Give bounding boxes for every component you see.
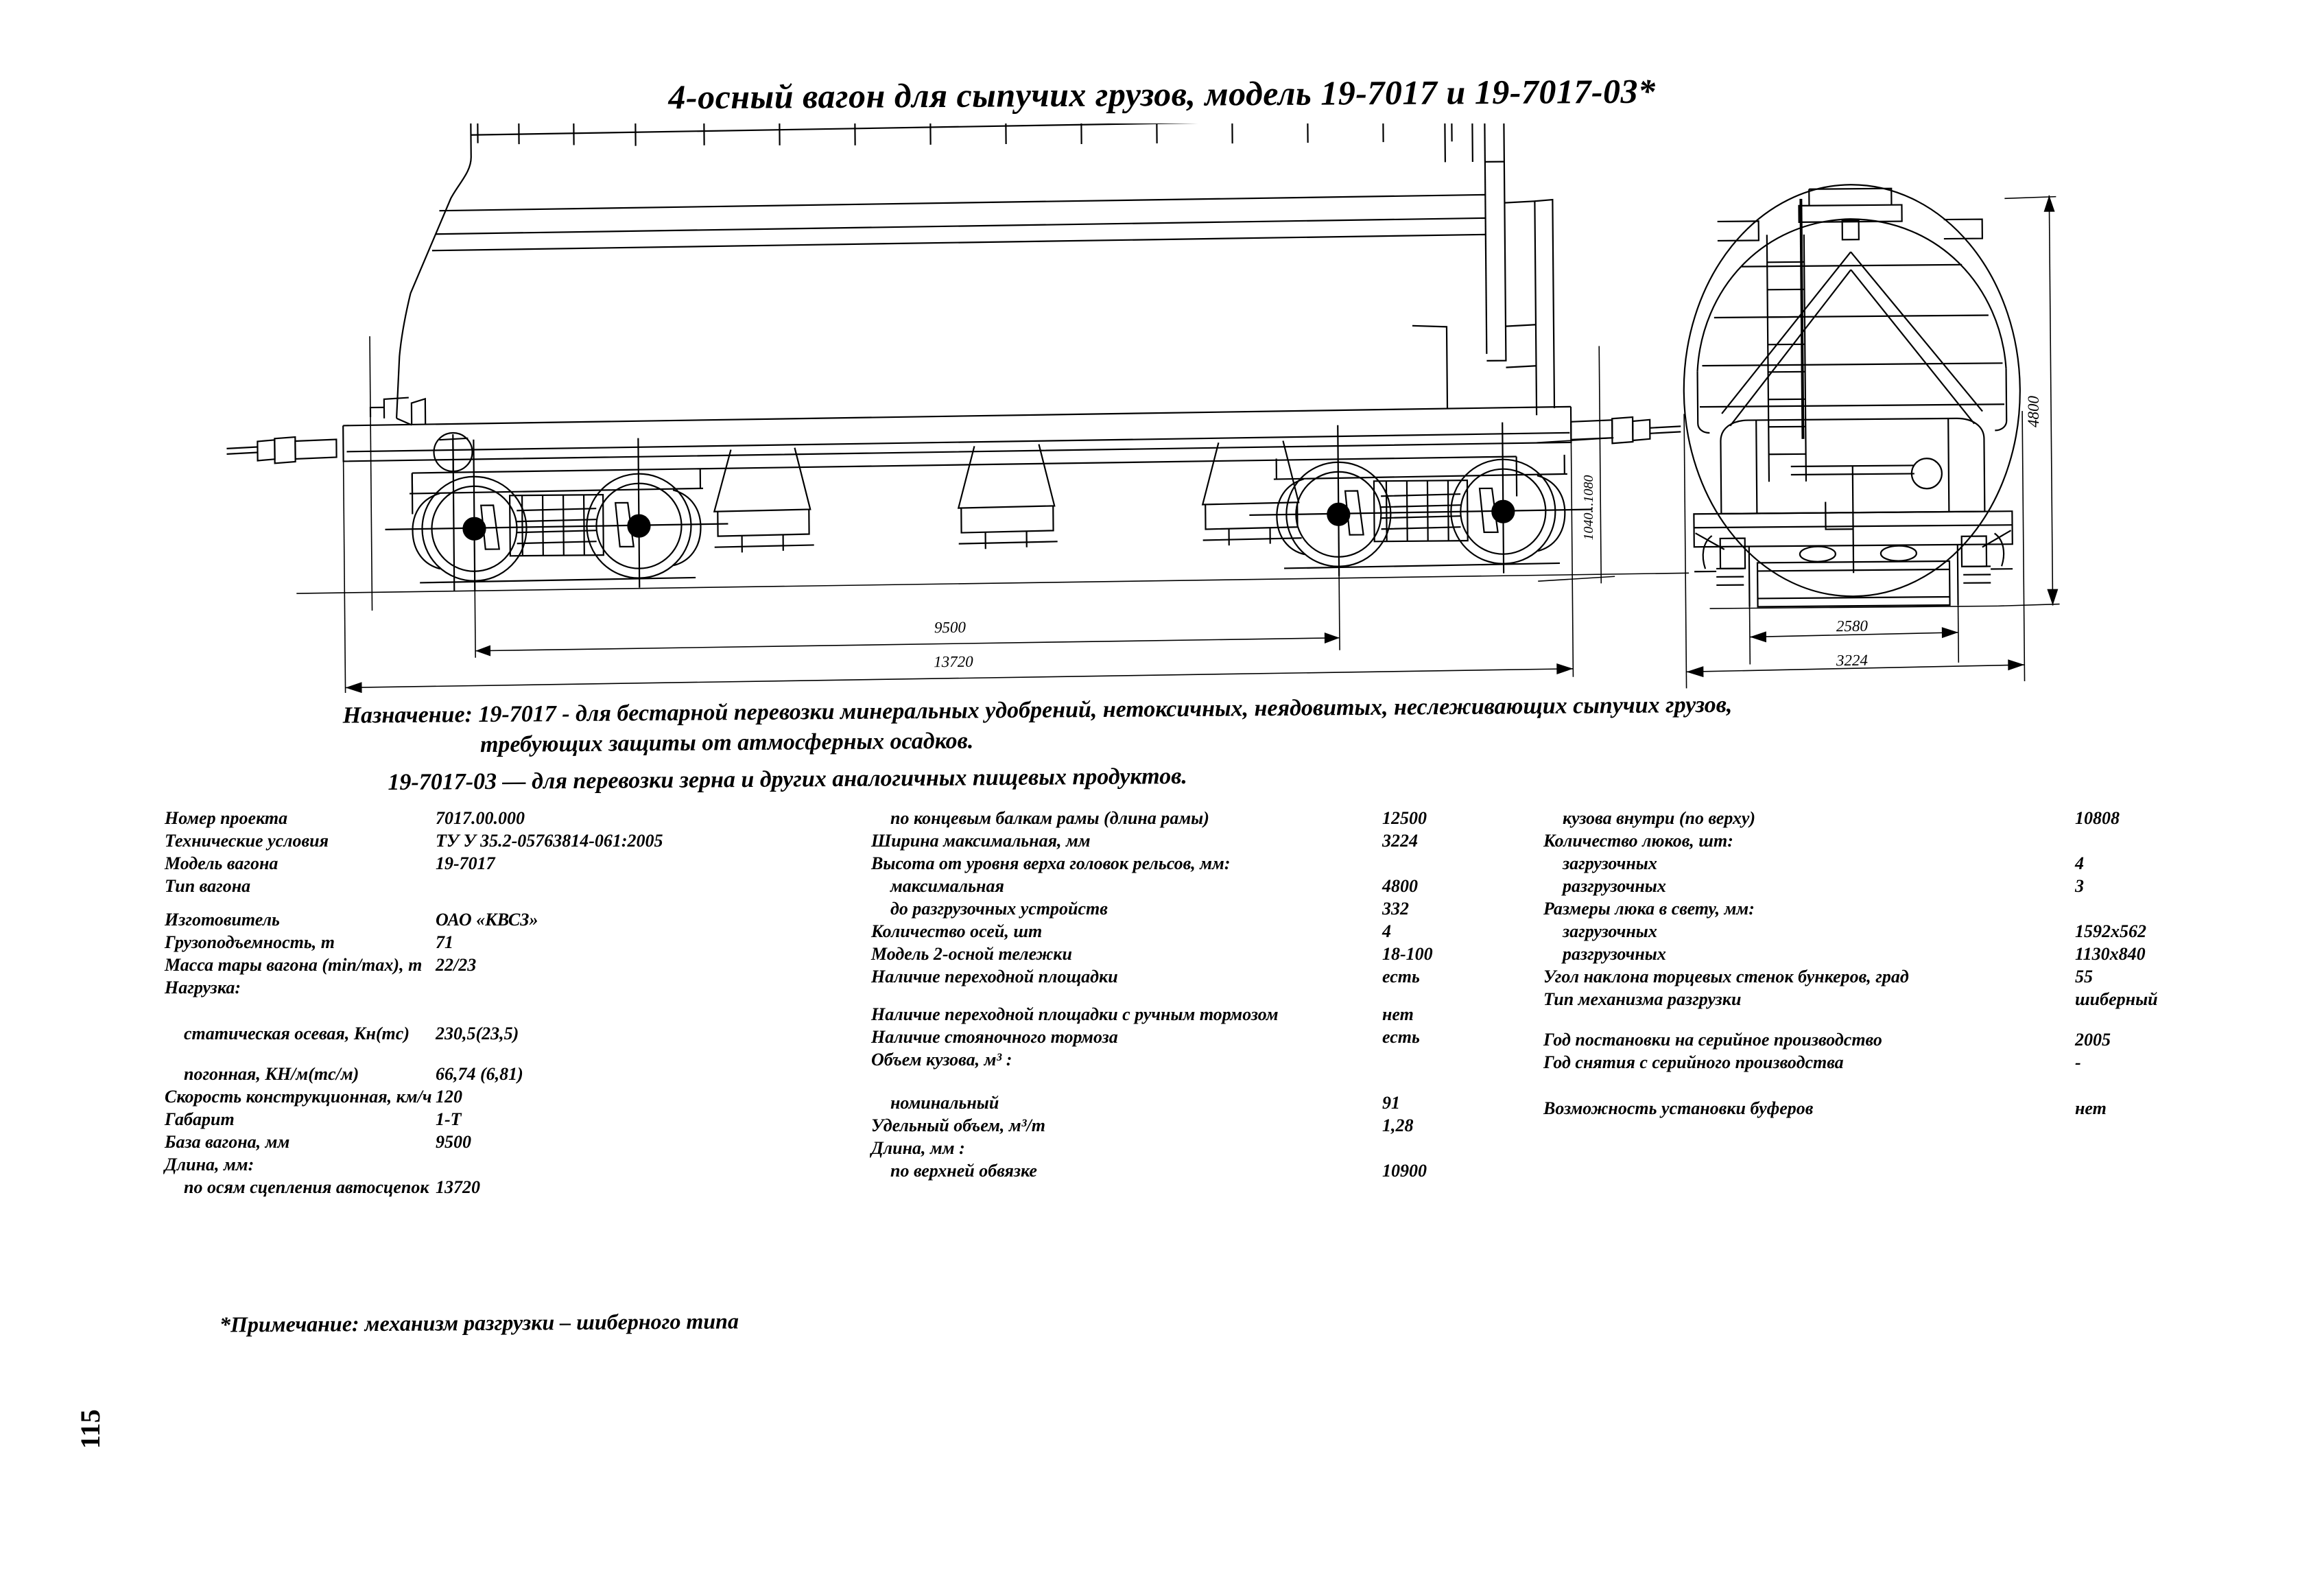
spec-label: Количество осей, шт xyxy=(871,921,1043,941)
spec-row xyxy=(871,967,1530,987)
spec-label: до разгрузочных устройств xyxy=(890,899,1108,919)
spec-label: по верхней обвязке xyxy=(890,1161,1037,1181)
spec-row xyxy=(871,853,1530,874)
spec-row xyxy=(871,1004,1530,1025)
spec-row xyxy=(1543,853,2236,874)
dimension-max-height: 4800 xyxy=(2025,396,2042,427)
dimension-bogie-width: 2580 xyxy=(1836,617,1869,635)
footnote: *Примечание: механизм разгрузки – шиберного типа xyxy=(219,1308,739,1337)
spec-label: разгрузочных xyxy=(1563,944,1666,964)
spec-value: 2005 xyxy=(2075,1030,2111,1050)
spec-label: Скорость конструкционная, км/ч xyxy=(165,1087,432,1107)
spec-label: разгрузочных xyxy=(1563,876,1666,896)
spec-row xyxy=(1543,899,2236,919)
spec-value: 1,28 xyxy=(1382,1115,1414,1135)
bogie-left xyxy=(384,431,728,591)
spec-value: есть xyxy=(1382,967,1420,986)
spec-label: Тип вагона xyxy=(165,876,251,896)
spec-row xyxy=(871,899,1530,919)
spec-value: 22/23 xyxy=(436,955,477,975)
spec-row xyxy=(871,1115,1530,1136)
spec-value: - xyxy=(2075,1052,2081,1072)
spec-label: Тип механизма разгрузки xyxy=(1543,989,1742,1009)
spec-label: Грузоподъемность, т xyxy=(165,932,335,952)
spec-value: 4 xyxy=(1382,921,1391,941)
spec-row xyxy=(165,853,638,874)
spec-row xyxy=(1543,831,2236,851)
spec-value: 7017.00.000 xyxy=(436,808,525,828)
spec-row xyxy=(1543,944,2236,965)
spec-value: 4800 xyxy=(1382,876,1418,896)
specs-column-1 xyxy=(165,808,663,1200)
spec-row xyxy=(165,831,663,851)
specs-column-2 xyxy=(871,808,1530,1183)
spec-value: 13720 xyxy=(436,1177,480,1197)
purpose-line-1: Назначение: 19-7017 - для бестарной перевозки минеральных удобрений, нетоксичных, неядовитых, неслеживающих сыпучих грузов, xyxy=(342,692,1733,729)
dimension-base: 9500 xyxy=(934,618,967,637)
spec-label: Длина, мм: xyxy=(165,1155,254,1174)
spec-value: нет xyxy=(2075,1098,2107,1118)
spec-row xyxy=(165,1064,638,1085)
spec-value: нет xyxy=(1382,1004,1414,1024)
spec-value: 1592х562 xyxy=(2075,921,2146,941)
spec-row xyxy=(1543,1098,2236,1119)
spec-spacer xyxy=(165,1000,638,1024)
spec-row xyxy=(871,808,1530,829)
wagon-drawing-svg xyxy=(0,123,2324,693)
spec-value: 9500 xyxy=(436,1132,471,1152)
spec-value: 3224 xyxy=(1382,831,1418,851)
spec-label: Изготовитель xyxy=(165,910,280,930)
spec-row xyxy=(165,1024,638,1044)
dimension-coupler-height: 1040...1080 xyxy=(1581,475,1596,541)
side-view xyxy=(224,123,1689,594)
spec-label: кузова внутри (по верху) xyxy=(1563,808,1756,828)
spec-row xyxy=(871,944,1530,965)
spec-value: 1-Т xyxy=(436,1109,462,1129)
spec-row xyxy=(871,1050,1530,1070)
spec-label: статическая осевая, Кн(тс) xyxy=(184,1024,410,1043)
spec-label: загрузочных xyxy=(1563,853,1657,873)
spec-row xyxy=(165,1109,638,1130)
spec-label: Масса тары вагона (min/max), т xyxy=(165,955,423,975)
spec-label: Высота от уровня верха головок рельсов, мм: xyxy=(871,853,1231,873)
spec-value: 230,5(23,5) xyxy=(436,1024,519,1043)
spec-row xyxy=(1543,967,2236,987)
spec-value: шиберный xyxy=(2075,989,2158,1009)
spec-label: Удельный объем, м³/т xyxy=(871,1115,1045,1135)
spec-value: 3 xyxy=(2075,876,2084,896)
spec-row xyxy=(165,932,638,953)
spec-row xyxy=(165,1132,638,1153)
spec-row xyxy=(165,1155,638,1175)
spec-value: 120 xyxy=(436,1087,462,1107)
spec-row xyxy=(165,1177,638,1198)
spec-value: 10808 xyxy=(2075,808,2120,828)
spec-label: Длина, мм : xyxy=(871,1138,965,1158)
spec-row xyxy=(1543,808,2236,829)
spec-spacer xyxy=(1543,1075,2236,1098)
spec-label: Модель 2-осной тележки xyxy=(871,944,1072,964)
spec-row xyxy=(1543,1052,2236,1073)
dimension-max-width: 3224 xyxy=(1836,651,1869,670)
spec-row xyxy=(165,876,638,897)
spec-label: Габарит xyxy=(165,1109,235,1129)
spec-label: Угол наклона торцевых стенок бункеров, град xyxy=(1543,967,1909,986)
spec-value: 71 xyxy=(436,932,453,952)
end-view xyxy=(1682,183,2021,609)
spec-value: 18-100 xyxy=(1382,944,1433,964)
specs-column-3 xyxy=(1543,808,2236,1121)
spec-label: Модель вагона xyxy=(165,853,278,873)
spec-label: по концевым балкам рамы (длина рамы) xyxy=(890,808,1209,828)
spec-spacer xyxy=(165,899,638,910)
spec-label: Наличие стояночного тормоза xyxy=(871,1027,1118,1047)
spec-label: Объем кузова, м³ : xyxy=(871,1050,1012,1070)
spec-label: Ширина максимальная, мм xyxy=(871,831,1091,851)
spec-row xyxy=(871,921,1530,942)
spec-label: Технические условия xyxy=(165,831,329,851)
spec-label: Номер проекта xyxy=(165,808,288,828)
spec-row xyxy=(871,1093,1530,1113)
spec-row xyxy=(871,1027,1530,1048)
spec-label: Размеры люка в свету, мм: xyxy=(1543,899,1755,919)
page-number: 115 xyxy=(75,1409,106,1449)
spec-row xyxy=(165,955,638,976)
spec-row xyxy=(1543,876,2236,897)
side-view-dimensions xyxy=(342,325,1615,693)
spec-spacer xyxy=(1543,1012,2236,1030)
spec-spacer xyxy=(871,989,1530,1004)
spec-row xyxy=(871,1138,1530,1159)
page-title: 4-осный вагон для сыпучих грузов, модель 19-7017 и 19-7017-03* xyxy=(668,71,1656,117)
technical-drawing xyxy=(0,123,2324,693)
spec-value: 1130х840 xyxy=(2075,944,2146,964)
spec-row xyxy=(1543,921,2236,942)
spec-label: Количество люков, шт: xyxy=(1543,831,1733,851)
spec-row xyxy=(165,808,638,829)
spec-label: Год снятия с серийного производства xyxy=(1543,1052,1844,1072)
spec-row xyxy=(871,831,1530,851)
dimension-overall-length: 13720 xyxy=(934,652,973,671)
spec-label: Нагрузка: xyxy=(165,978,241,997)
spec-row xyxy=(165,1087,638,1107)
spec-label: максимальная xyxy=(890,876,1004,896)
spec-row xyxy=(1543,989,2236,1010)
spec-value: 91 xyxy=(1382,1093,1400,1113)
spec-label: Год постановки на серийное производство xyxy=(1543,1030,1882,1050)
spec-spacer xyxy=(871,1072,1530,1093)
spec-value: 66,74 (6,81) xyxy=(436,1064,523,1084)
spec-spacer xyxy=(165,1046,638,1064)
spec-label: загрузочных xyxy=(1563,921,1657,941)
spec-row xyxy=(165,978,638,998)
spec-label: погонная, КН/м(тс/м) xyxy=(184,1064,359,1084)
spec-value: 12500 xyxy=(1382,808,1427,828)
spec-value: ТУ У 35.2-05763814-061:2005 xyxy=(436,831,663,851)
spec-value: 4 xyxy=(2075,853,2084,873)
spec-label: Наличие переходной площадки xyxy=(871,967,1118,986)
purpose-line-3: 19-7017-03 — для перевозки зерна и других аналогичных пищевых продуктов. xyxy=(388,763,1187,796)
spec-row xyxy=(165,910,638,930)
spec-value: 332 xyxy=(1382,899,1409,919)
spec-row xyxy=(871,1161,1530,1181)
spec-row xyxy=(1543,1030,2236,1050)
spec-label: Возможность установки буферов xyxy=(1543,1098,1814,1118)
spec-label: Наличие переходной площадки с ручным тормозом xyxy=(871,1004,1279,1024)
spec-label: База вагона, мм xyxy=(165,1132,290,1152)
specifications-table xyxy=(0,808,2324,1302)
spec-row xyxy=(871,876,1530,897)
purpose-line-2: требующих защиты от атмосферных осадков. xyxy=(479,728,974,758)
spec-value: есть xyxy=(1382,1027,1420,1047)
spec-label: по осям сцепления автосцепок xyxy=(184,1177,429,1197)
spec-value: 19-7017 xyxy=(436,853,495,873)
purpose-paragraph xyxy=(342,687,2030,798)
spec-value: 10900 xyxy=(1382,1161,1427,1181)
spec-label: номинальный xyxy=(890,1093,999,1113)
spec-value: ОАО «КВСЗ» xyxy=(436,910,538,930)
spec-value: 55 xyxy=(2075,967,2093,986)
